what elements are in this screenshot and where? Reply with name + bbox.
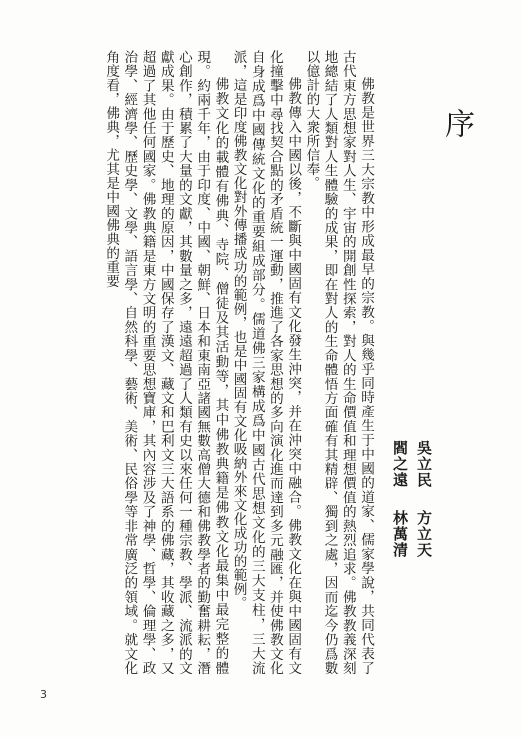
author-row	[412, 440, 436, 670]
paragraph: 佛教是世界三大宗教中形成最早的宗教。與幾乎同時產生于中國的道家、儒家學說，共同代表了古代東方思想家對人生、宇宙的開創性探索，對人的生命價值和理想價值的熱烈追求。佛教教義深刻地總結了人類對人生體驗的成果，即在對人的生命體悟方面確有其精辟、獨到之處，因而迄今仍爲數以億計的大衆所信奉。	[303, 50, 374, 675]
author-name: 閻之遠	[391, 440, 409, 488]
author-name: 吳立民	[415, 440, 433, 488]
author-row	[388, 440, 412, 670]
author-name: 方立天	[415, 510, 433, 558]
author-name: 林萬清	[391, 510, 409, 558]
preface-body	[60, 50, 375, 675]
author-list	[388, 440, 436, 670]
page-number: 3	[40, 688, 47, 701]
paragraph: 佛教文化的載體有佛典、寺院、僧徒及其活動等，其中佛教典籍是佛教文化最集中最完整的體現。約兩千年，由于印度、中國、朝鮮、日本和東南亞諸國無數高僧大德和佛教學者的勤奮耕耘，潛心創作，積累了大量的文獻，其數量之多，遠遠超過了人類有史以來任何一種宗教、學派、流派的文獻成果。由于歷史、地理的原因，中國保存了漢文、藏文和巴利文三大語系的佛藏，其收藏之多，又超過了其他任何國家。佛教典籍是東方文明的重要思想寶庫，其內容涉及了神學、哲學、倫理學、政治學、經濟學、歷史學、文學、語言學、自然科學、藝術、美術、民俗學等非常廣泛的領域。就文化角度看，佛典，尤其是中國佛典的重要	[103, 50, 229, 675]
page-title: 序	[439, 108, 474, 140]
paragraph: 佛教傳入中國以後，不斷與中國固有文化發生沖突，并在沖突中融合。佛教文化在與中國固有文化撞擊中尋找契合點的矛盾統一運動，推進了各家思想的多向演化進而達到多元融匯，并使佛教文化自身成爲中國傳統文化的重要組成部分。儒道佛三家構成爲中國古代思想文化的三大支柱，三大流派，這是印度佛教文化對外傳播成功的範例，也是中國固有文化吸納外來文化成功的範例。	[230, 50, 302, 675]
